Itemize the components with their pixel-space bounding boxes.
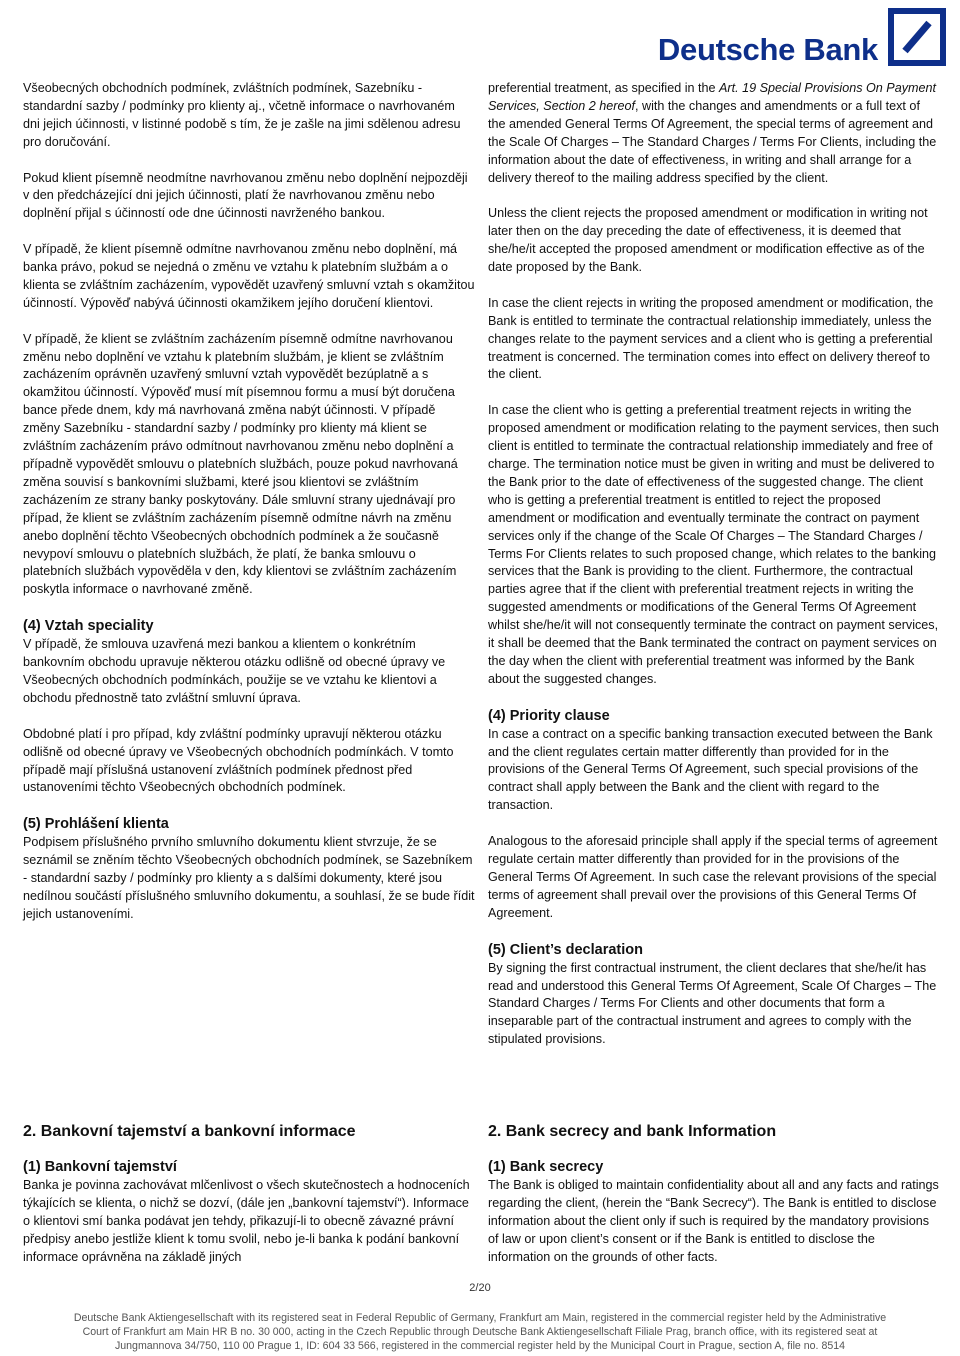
chapter-title: 2. Bank secrecy and bank Information (488, 1123, 777, 1140)
paragraph: V případě, že smlouva uzavřená mezi bankou a klientem o konkrétním bankovním obchodu upravuje některou otázku odlišně od obecné úpravy ve Všeobecných obchodních podmínkách, použije se ve vztahu ke klientovi a obchodu přednostně tato zvláštní smluvní úprava. (23, 637, 446, 705)
paragraph: In case the client who is getting a preferential treatment rejects in writing the proposed amendment or modification relating to the payment services, then such client is entitled to terminate the contractual relationship immediately and free of charge. The termination notice must be given in writing and must be delivered to the Bank prior to the date of effectiveness of the suggested change. The client who is getting a preferential treatment is entitled to reject the proposed amendment or modification and eventually terminate the contract on payment services only if the change of the Scale Of Charges – The Standard Charges / Terms For Clients relates to such proposed change, which relates to the banking services that the Bank is providing to the client. Furthermore, the contractual parties agree that if the client with preferential treatment rejects in writing the suggested amendments or modifications of the General Terms Of Agreement whilst she/he/it will not consequently terminate the contract on payment services, it shall be deemed that the Bank terminated the contract on payment services on the day when the client with preferential treatment was informed by the Bank about the suggested changes. (488, 403, 939, 686)
section-heading: (1) Bankovní tajemství (23, 1159, 177, 1175)
section-2-left (23, 1122, 475, 1267)
paragraph: By signing the first contractual instrument, the client declares that she/he/it has read and understood this General Terms Of Agreement, Scale Of Charges – The Standard Charges / Terms For Clients and other documents that form a inseparable part of the contractual instrument and agrees to comply with the stipulated provisions. (488, 960, 937, 1047)
left-column (23, 80, 475, 942)
paragraph: Všeobecných obchodních podmínek, zvláštních podmínek, Sazebníku - standardní sazby / podmínky pro klienty aj., včetně informace o navrhovaném dni jejich účinnosti, v listinné podobě s tím, že je zašle na jimi sdělenou adresu pro doručování. (23, 81, 461, 149)
brand-name: Deutsche Bank (657, 32, 878, 67)
section-4-block (488, 707, 940, 816)
paragraph: In case the client rejects in writing the proposed amendment or modification, the Bank is entitled to terminate the contractual relationship immediately, unless the changes relate to the payment services and a client who is getting a preferential treatment is concerned. The termination comes into effect on delivery thereof to the client. (488, 295, 934, 382)
paragraph: In case a contract on a specific banking transaction executed between the Bank and the client regulates certain matter differently than provided for in the provisions of the General Terms Of Agreement, such special provisions of the contract shall apply between the Bank and the client with regard to the transaction. (488, 726, 933, 813)
paragraph: V případě, že klient se zvláštním zacházením písemně odmítne navrhovanou změnu nebo doplnění ve vztahu k platebním službám, je klient se zvláštním zacházením oprávněn uzavřený smluvní vztah vypovědět bezúplatně a s okamžitou účinností. Výpověď musí mít písemnou formu a musí být doručena bance přede dnem, kdy má navrhovaná změna nabýt účinnosti. V případě změny Sazebníku - standardní sazby / podmínky pro klienty má klient se zvláštním zacházením právo odmítnout navrhovanou změnu nebo doplnění a případně vypovědět smlouvu o platebních službách, pouze pokud navrhovaná změna souvisí s bankovními službami, které jsou klientovi se zvláštním zacházením ze strany banky poskytovány. Dále smluvní strany ujednávají pro případ, že klient se zvláštním zacházením písemně odmítne návrh na změnu anebo doplnění těchto Všeobecných obchodních podmínek a že současně nevypoví smlouvu o platebních službách, že platí, že banka smlouvu o platebních službách vypověděla v den, kdy klientovi se zvláštním zacházením poskytla informace o navrhované změně. (23, 331, 458, 597)
paragraph: Podpisem příslušného prvního smluvního dokumentu klient stvrzuje, že se seznámil se zněním těchto Všeobecných obchodních podmínek, se Sazebníkem - standardní sazby / podmínky pro klienty a s dalšími dokumenty, které jsou nedílnou součástí příslušného smluvního dokumentu, a souhlasí, že se bude řídit jejich ustanoveními. (23, 835, 475, 921)
paragraph: Unless the client rejects the proposed amendment or modification in writing not later then on the day preceding the date of effectiveness, it is deemed that she/he/it accepted the proposed amendment or modification effective as of the date proposed by the Bank. (488, 206, 928, 275)
italic-reference: Art. 19 Special Provisions On Payment Services, Section 2 hereof (488, 81, 937, 113)
brand-header (658, 6, 946, 68)
text-run: preferential treatment, as specified in the (488, 81, 720, 95)
section-5-block (23, 815, 475, 924)
chapter-title: 2. Bankovní tajemství a bankovní informace (23, 1123, 356, 1140)
section-5-block (488, 941, 940, 1050)
section-heading: (4) Priority clause (488, 707, 610, 724)
paragraph: The Bank is obliged to maintain confidentiality about all and any facts and ratings regarding the client, (herein the “Bank Secrecy“). The Bank is entitled to disclose information about the client only if such is required by the mandatory provisions of law or upon client’s consent or if the Bank is entitled to disclose the information on the grounds of other facts. (488, 1178, 939, 1264)
paragraph: Obdobné platí i pro případ, kdy zvláštní podmínky upravují některou otázku odlišně od obecné úpravy ve Všeobecných obchodních podmínkách. V tomto případě mají příslušná ustanovení zvláštních podmínek přednost před ustanoveními těchto Všeobecných obchodních podmínek. (23, 726, 454, 795)
section-heading: (1) Bank secrecy (488, 1159, 604, 1175)
section-4-block (23, 617, 475, 708)
text-run: , with the changes and amendments or a full text of the amended General Terms Of Agreement, the special terms of agreement and the Scale Of Charges – The Standard Charges / Terms For Clients, including the information about the date of effectiveness, in writing and shall arrange for a delivery thereof to the mailing address specified by the client. (488, 98, 937, 185)
paragraph: V případě, že klient písemně odmítne navrhovanou změnu nebo doplnění, má banka právo, pokud se nejedná o změnu ve vztahu k platebním službám a o klienta se zvláštním zacházením, vypovědět uzavřený smluvní vztah s okamžitou účinností. Výpověď nabývá účinnosti okamžikem jejího doručení klientovi. (23, 242, 475, 310)
legal-footer (10, 1312, 950, 1353)
footer-line: Jungmannova 34/750, 110 00 Prague 1, ID: 604 33 566, registered in the commercial register held by the Municipal Court in Prague, section A, file no. 8514 (114, 1339, 846, 1352)
page-number: 2/20 (469, 1282, 491, 1294)
footer-line: Court of Frankfurt am Main HR B no. 30 000, acting in the Czech Republic through Deutsche Bank Aktiengesellschaft Filiale Prag, branch office, with its registered seat at (82, 1325, 878, 1338)
section-heading: (5) Client’s declaration (488, 941, 643, 958)
section-2-right (488, 1122, 940, 1267)
right-column (488, 80, 940, 1067)
deutsche-bank-slash-square-icon (888, 8, 946, 66)
paragraph: Banka je povinna zachovávat mlčenlivost o všech skutečnostech a hodnoceních týkajících se klienta, o nichž se dozví, (dále jen „bankovní tajemství“). Informace o klientovi smí banka podávat jen tehdy, přikazují-li to obecně závazné právní předpisy anebo jestliže klient k tomu svolil, nebo je-li banka k podání bankovní informace oprávněna na základě jiných (23, 1178, 470, 1264)
paragraph: Pokud klient písemně neodmítne navrhovanou změnu nebo doplnění nejpozději v den předcházející dni jejich účinnosti, platí že navrhovanou změnu nebo doplnění přijal s účinností ode dne účinnosti navrženého bankou. (23, 170, 468, 221)
paragraph (488, 80, 940, 187)
footer-line: Deutsche Bank Aktiengesellschaft with its registered seat in Federal Republic of Germany, Frankfurt am Main, registered in the commercial register held by the Administrative (73, 1312, 887, 1324)
section-heading: (4) Vztah speciality (23, 618, 154, 635)
paragraph: Analogous to the aforesaid principle shall apply if the special terms of agreement regulate certain matter differently than provided for in the provisions of the General Terms Of Agreement. In such case the relevant provisions of the special terms of agreement shall prevail over the provisions of this General Terms Of Agreement. (488, 834, 938, 920)
section-heading: (5) Prohlášení klienta (23, 816, 169, 833)
